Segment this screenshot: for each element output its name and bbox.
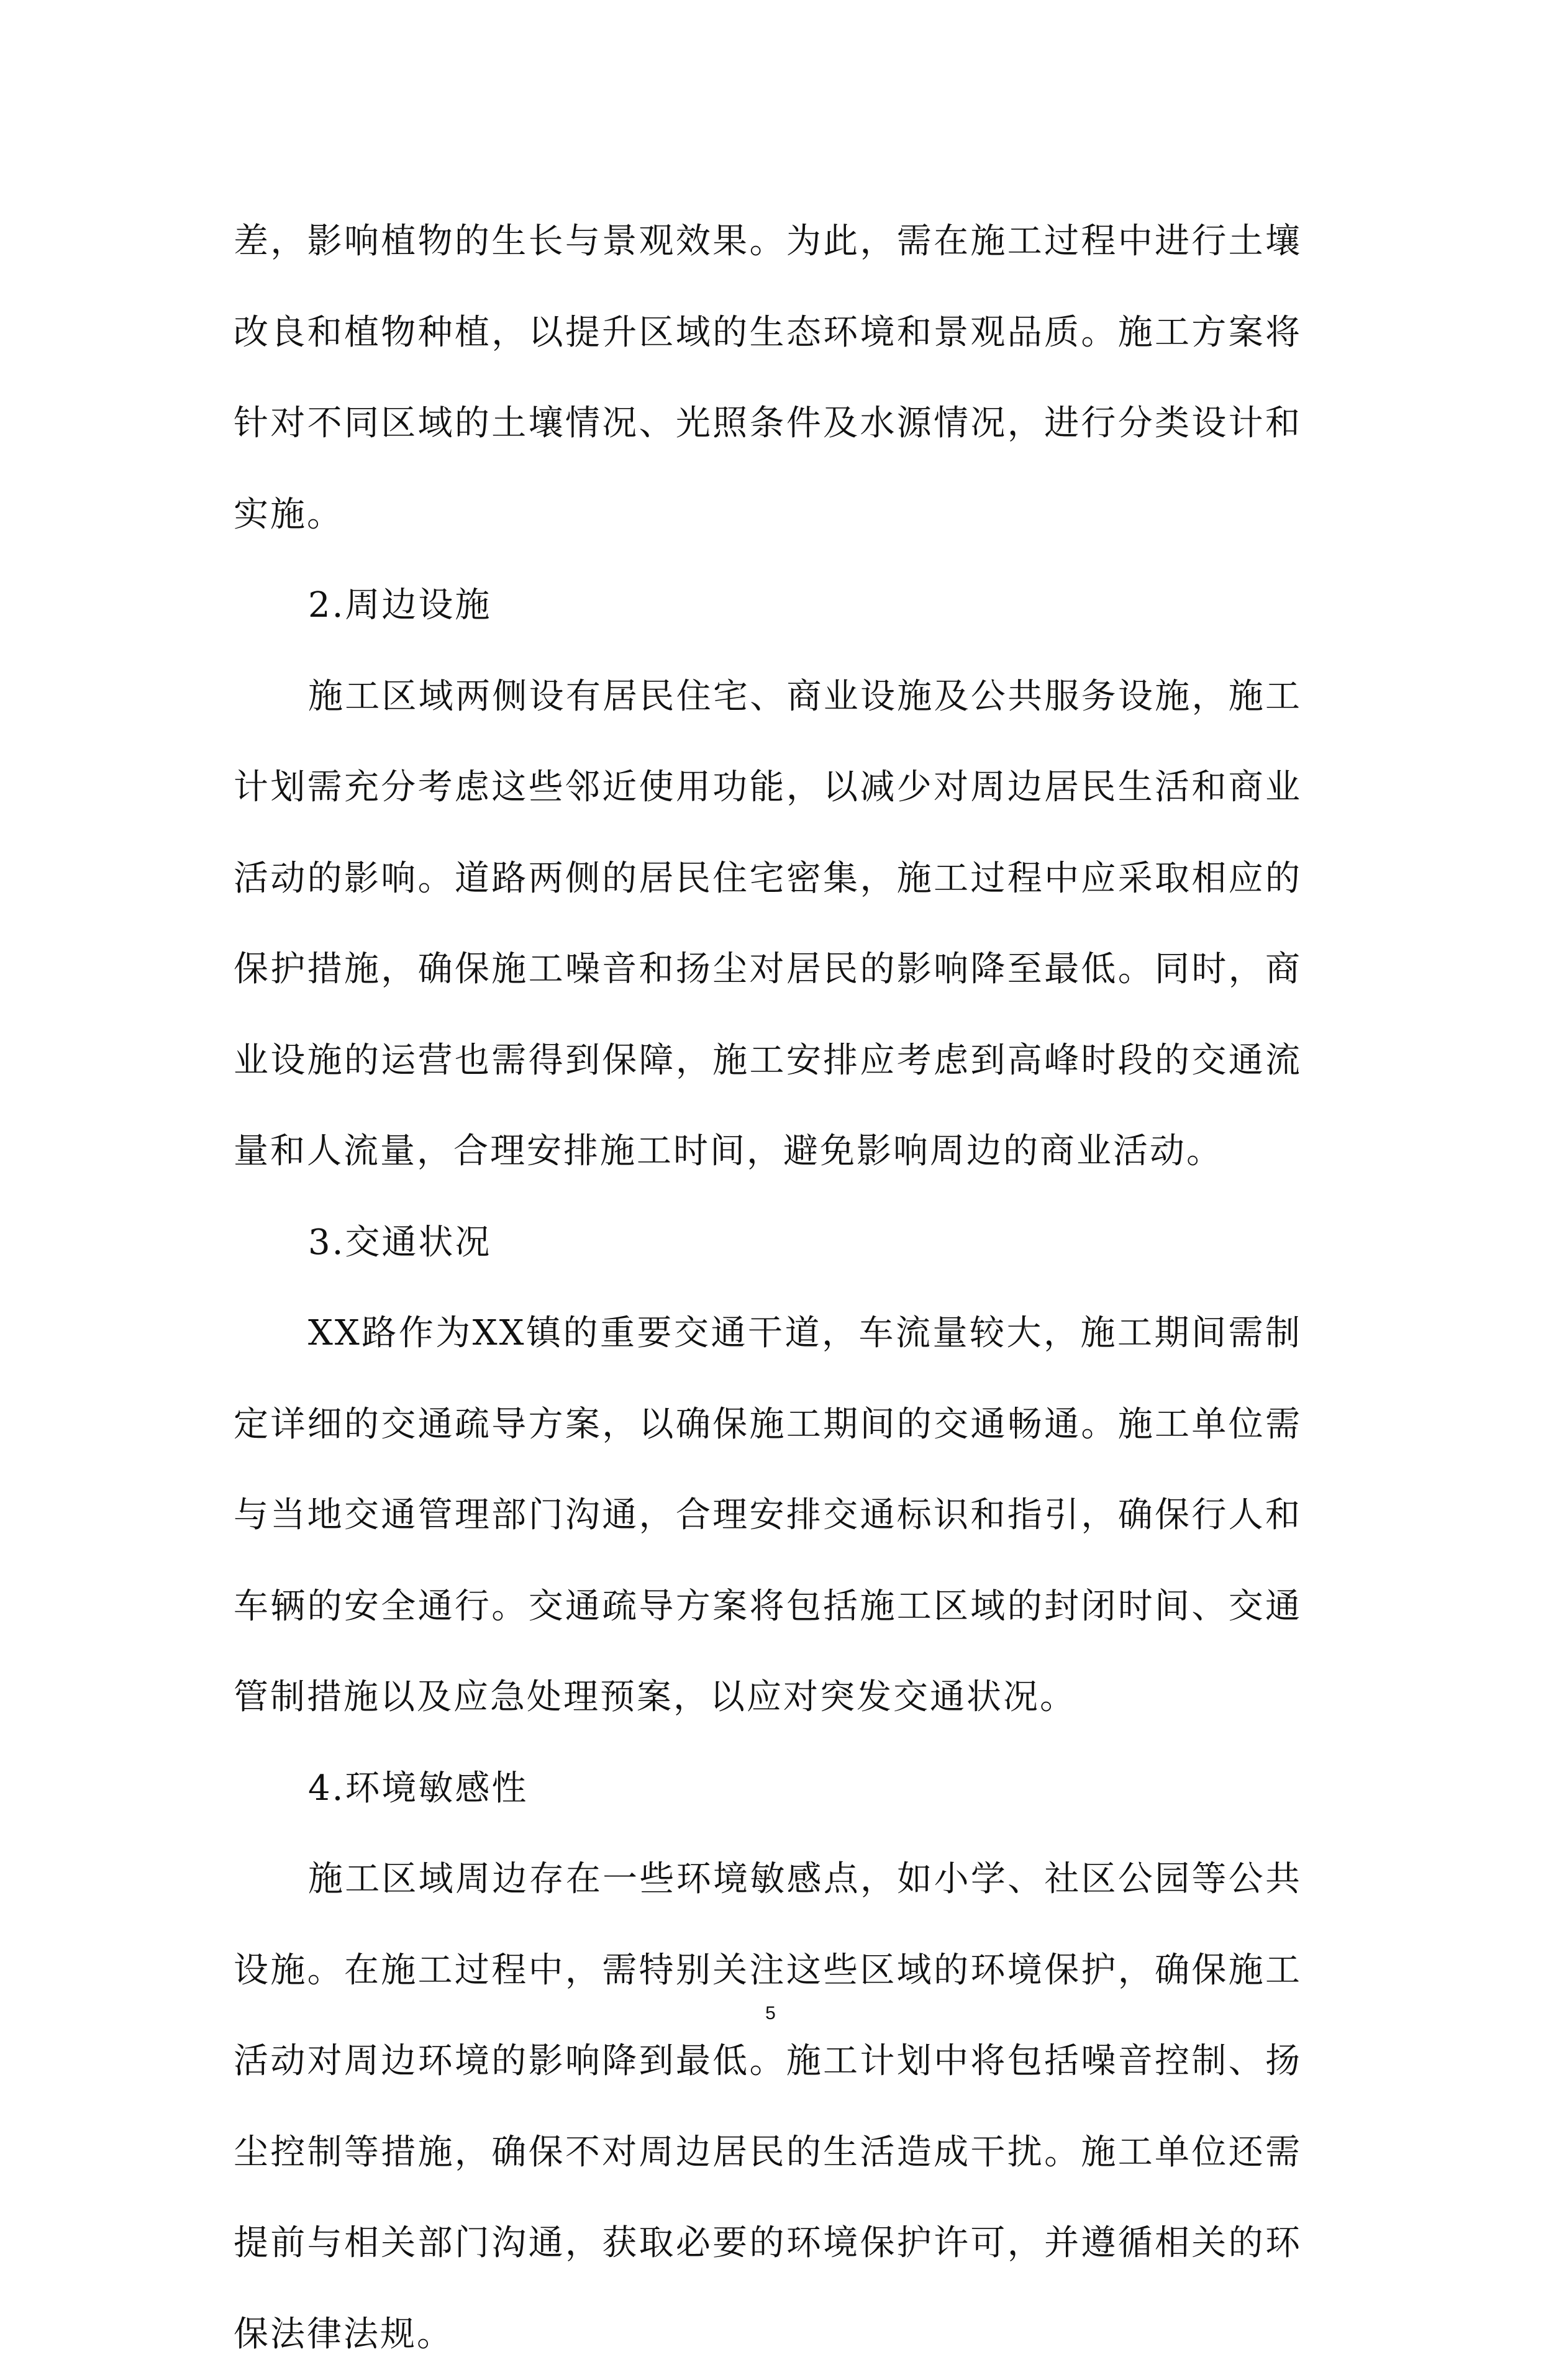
- page-number: 5: [765, 2003, 776, 2023]
- section-heading-traffic-conditions: 3.交通状况: [308, 1222, 492, 1263]
- document-body: [234, 196, 1302, 2380]
- paragraph-traffic-conditions: XX路作为XX镇的重要交通干道，车流量较大，施工期间需制定详细的交通疏导方案，以确保施工期间的交通畅通。施工单位需与当地交通管理部门沟通，合理安排交通标识和指引，确保行人和车辆的安全通行。交通疏导方案将包括施工区域的封闭时间、交通管制措施以及应急处理预案，以应对突发交通状况。: [234, 1313, 1302, 1717]
- section-heading-environmental-sensitivity: 4.环境敏感性: [308, 1768, 529, 1809]
- paragraph-environmental-sensitivity: 施工区域周边存在一些环境敏感点，如小学、社区公园等公共设施。在施工过程中，需特别关注这些区域的环境保护，确保施工活动对周边环境的影响降到最低。施工计划中将包括噪音控制、扬尘控制等措施，确保不对周边居民的生活造成干扰。施工单位还需提前与相关部门沟通，获取必要的环境保护许可，并遵循相关的环保法律法规。: [234, 1859, 1302, 2355]
- section-heading-surrounding-facilities: 2.周边设施: [308, 585, 492, 625]
- paragraph-continuation: 差，影响植物的生长与景观效果。为此，需在施工过程中进行土壤改良和植物种植，以提升区域的生态环境和景观品质。施工方案将针对不同区域的土壤情况、光照条件及水源情况，进行分类设计和实施。: [234, 221, 1302, 535]
- paragraph-surrounding-facilities: 施工区域两侧设有居民住宅、商业设施及公共服务设施，施工计划需充分考虑这些邻近使用功能，以减少对周边居民生活和商业活动的影响。道路两侧的居民住宅密集，施工过程中应采取相应的保护措施，确保施工噪音和扬尘对居民的影响降至最低。同时，商业设施的运营也需得到保障，施工安排应考虑到高峰时段的交通流量和人流量，合理安排施工时间，避免影响周边的商业活动。: [234, 676, 1302, 1171]
